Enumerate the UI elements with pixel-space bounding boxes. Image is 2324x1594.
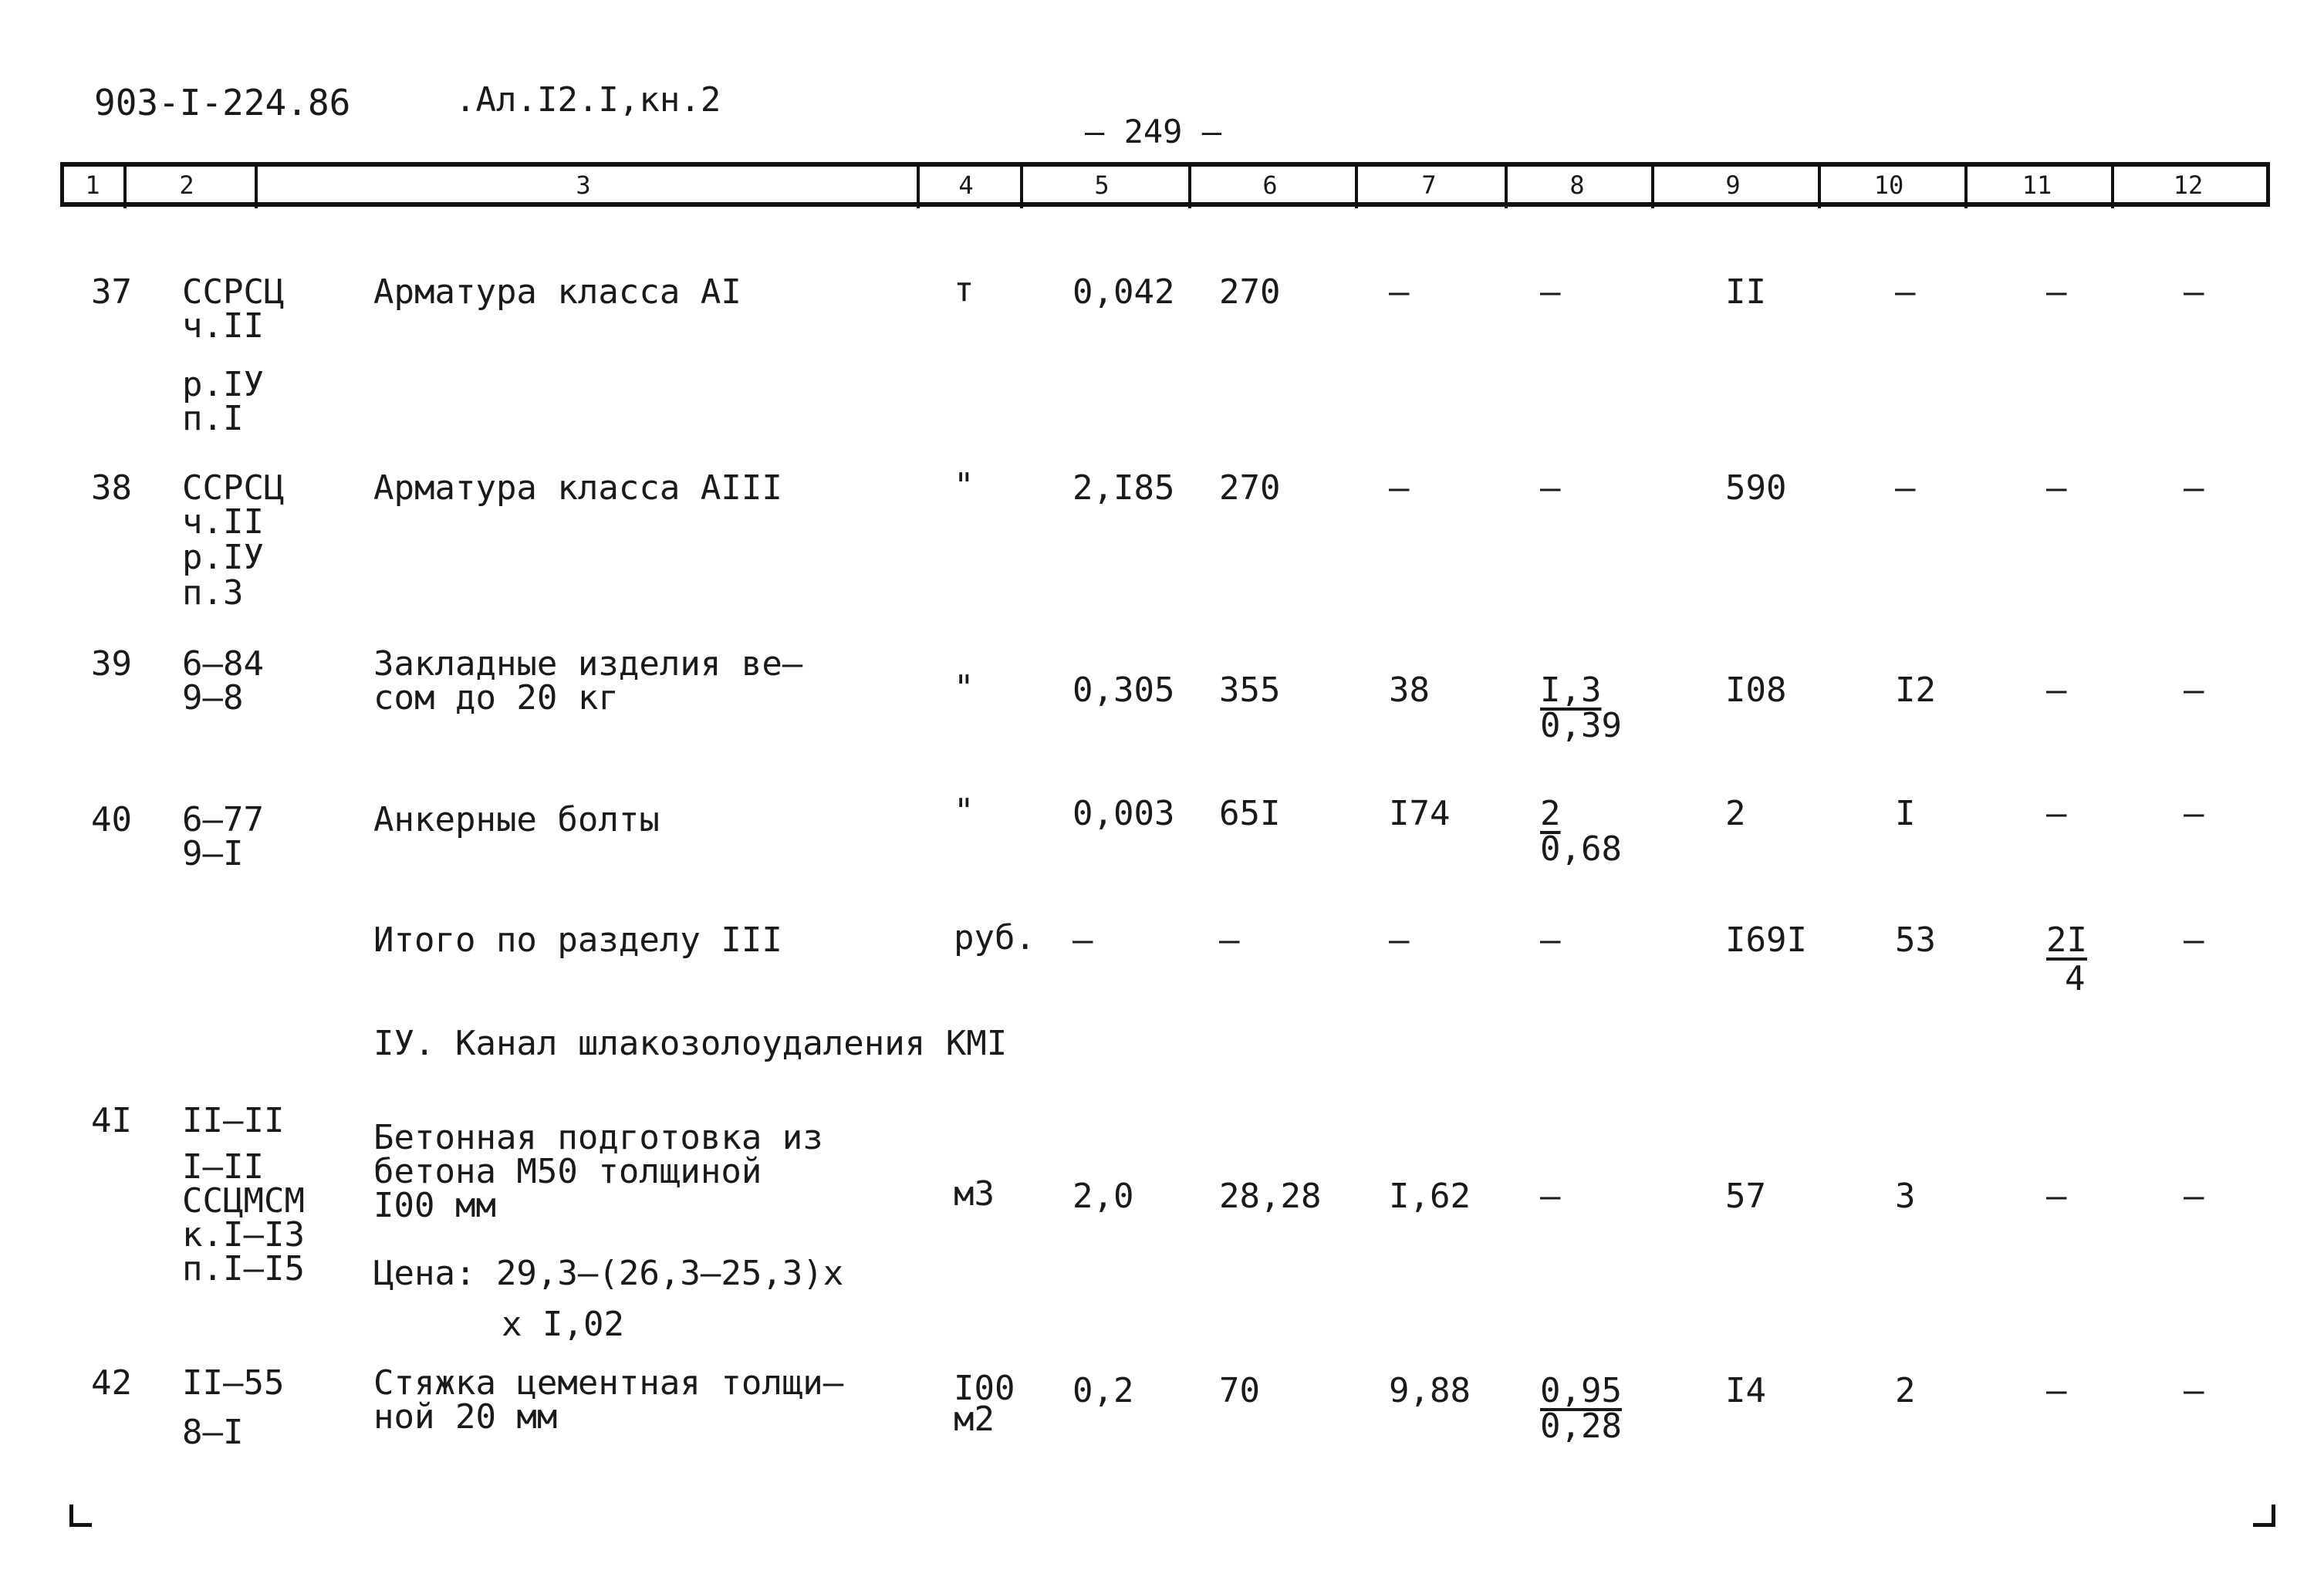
- row-col11-top: –: [2046, 272, 2067, 312]
- column-number: 9: [1725, 171, 1741, 200]
- row-price-line: Цена: 29,3–(26,3–25,3)х: [373, 1254, 844, 1293]
- row-col8-top: 2: [1540, 794, 1561, 833]
- row-code-line: ССРСЦ: [182, 272, 285, 312]
- row-code-line: 6–77: [182, 800, 264, 839]
- row-name-line: Бетонная подготовка из: [373, 1118, 823, 1157]
- row-col11-bottom: 4: [2065, 959, 2086, 998]
- row-code-line: п.3: [182, 573, 244, 613]
- row-name-line: сом до 20 кг: [373, 678, 619, 718]
- row-col9: I08: [1725, 670, 1787, 710]
- row-code-line: ч.II: [182, 502, 264, 542]
- column-number: 6: [1262, 171, 1278, 200]
- row-col6: 355: [1219, 670, 1281, 710]
- row-col7: –: [1389, 468, 1410, 508]
- column-separator: [123, 165, 127, 208]
- row-col6: –: [1219, 920, 1240, 960]
- row-col12: –: [2184, 468, 2204, 508]
- row-col8-bottom: 0,68: [1540, 829, 1622, 869]
- row-name-line: ной 20 мм: [373, 1397, 558, 1437]
- row-col10: –: [1895, 272, 1916, 312]
- column-number: 4: [958, 171, 974, 200]
- row-code-line: II–55: [182, 1363, 285, 1403]
- column-number: 10: [1873, 171, 1904, 200]
- row-col7: I74: [1389, 794, 1451, 833]
- row-col10: –: [1895, 468, 1916, 508]
- row-code-line: р.IУ: [182, 538, 264, 577]
- row-col12: –: [2184, 794, 2204, 833]
- row-name-line: Закладные изделия ве–: [373, 644, 803, 684]
- row-name-line: Арматура класса АIII: [373, 468, 782, 508]
- row-number: 38: [91, 468, 132, 508]
- column-number: 3: [576, 171, 591, 200]
- row-col8-top: –: [1540, 468, 1561, 508]
- row-code-line: 8–I: [182, 1413, 244, 1452]
- row-col8-top: –: [1540, 272, 1561, 312]
- row-col5: 2,0: [1072, 1177, 1134, 1216]
- column-number: 1: [85, 171, 100, 200]
- row-name-line: Арматура класса АI: [373, 272, 741, 312]
- row-col11-top: –: [2046, 468, 2067, 508]
- row-col9: I69I: [1725, 920, 1807, 960]
- column-separator: [255, 165, 258, 208]
- row-col10: 3: [1895, 1177, 1916, 1216]
- column-number: 11: [2022, 171, 2052, 200]
- column-separator: [917, 165, 920, 208]
- row-code-line: п.I–I5: [182, 1249, 305, 1288]
- row-col12: –: [2184, 272, 2204, 312]
- row-code-line: 6–84: [182, 644, 264, 684]
- row-code-line: р.IУ: [182, 365, 264, 404]
- row-code-line: к.I–I3: [182, 1215, 305, 1255]
- row-number: 42: [91, 1363, 132, 1403]
- row-col8-top: 0,95: [1540, 1371, 1622, 1410]
- row-col11-top: –: [2046, 1371, 2067, 1410]
- row-name-line: I00 мм: [373, 1186, 496, 1225]
- row-price-line: х I,02: [502, 1305, 624, 1344]
- page-number: — 249 —: [1085, 113, 1222, 150]
- row-unit: ": [954, 792, 975, 831]
- row-name-line: бетона М50 толщиной: [373, 1152, 762, 1191]
- row-col5: –: [1072, 920, 1093, 960]
- row-unit: ": [954, 668, 975, 708]
- row-col7: –: [1389, 272, 1410, 312]
- row-unit: I00 м2: [954, 1369, 1015, 1439]
- column-number: 12: [2173, 171, 2204, 200]
- row-number: 39: [91, 644, 132, 684]
- row-col5: 2,I85: [1072, 468, 1175, 508]
- row-col12: –: [2184, 670, 2204, 710]
- row-number: 37: [91, 272, 132, 312]
- row-col5: 0,2: [1072, 1371, 1134, 1410]
- row-code-line: ССЦМСМ: [182, 1181, 305, 1221]
- row-col11-top: –: [2046, 1177, 2067, 1216]
- row-code-line: 9–8: [182, 678, 244, 718]
- row-col11-top: –: [2046, 670, 2067, 710]
- row-code-line: I–II: [182, 1147, 264, 1187]
- row-name-line: Анкерные болты: [373, 800, 660, 839]
- row-unit: ": [954, 466, 975, 505]
- row-col12: –: [2184, 920, 2204, 960]
- row-name-line: Стяжка цементная толщи–: [373, 1363, 844, 1403]
- row-col9: I4: [1725, 1371, 1766, 1410]
- row-col8-top: I,3: [1540, 670, 1602, 710]
- row-col10: 53: [1895, 920, 1936, 960]
- row-col8-top: –: [1540, 1177, 1561, 1216]
- row-col9: 2: [1725, 794, 1746, 833]
- row-col6: 28,28: [1219, 1177, 1322, 1216]
- row-col5: 0,305: [1072, 670, 1175, 710]
- row-col12: –: [2184, 1371, 2204, 1410]
- doc-reference: .Ал.I2.I,кн.2: [455, 80, 721, 120]
- corner-mark-left: [69, 1505, 92, 1527]
- column-separator: [2111, 165, 2114, 208]
- column-separator: [1818, 165, 1821, 208]
- row-code-line: ч.II: [182, 306, 264, 346]
- row-col7: 38: [1389, 670, 1430, 710]
- row-col9: II: [1725, 272, 1766, 312]
- column-header-strip: [60, 162, 2270, 207]
- row-col11-top: –: [2046, 794, 2067, 833]
- row-col9: 57: [1725, 1177, 1766, 1216]
- row-code-line: п.I: [182, 399, 244, 438]
- column-separator: [1188, 165, 1191, 208]
- row-col8-bottom: 0,28: [1540, 1407, 1622, 1446]
- column-separator: [1651, 165, 1654, 208]
- row-col6: 70: [1219, 1371, 1260, 1410]
- row-col10: I: [1895, 794, 1916, 833]
- row-col5: 0,003: [1072, 794, 1175, 833]
- row-number: 4I: [91, 1101, 132, 1140]
- row-col12: –: [2184, 1177, 2204, 1216]
- row-col10: 2: [1895, 1371, 1916, 1410]
- row-col5: 0,042: [1072, 272, 1175, 312]
- row-col9: 590: [1725, 468, 1787, 508]
- section-title: IУ. Канал шлакозолоудаления КМI: [373, 1024, 1008, 1063]
- row-col7: –: [1389, 920, 1410, 960]
- column-number: 8: [1569, 171, 1585, 200]
- column-separator: [1355, 165, 1358, 208]
- doc-code: 903-I-224.86: [94, 82, 351, 123]
- column-separator: [1505, 165, 1508, 208]
- row-col11-top: 2I: [2046, 920, 2087, 960]
- row-unit: т: [954, 270, 975, 309]
- row-col6: 270: [1219, 468, 1281, 508]
- row-col8-top: –: [1540, 920, 1561, 960]
- row-code-line: ССРСЦ: [182, 468, 285, 508]
- column-number: 7: [1421, 171, 1437, 200]
- row-col7: 9,88: [1389, 1371, 1471, 1410]
- row-code-line: II–II: [182, 1101, 285, 1140]
- row-col8-bottom: 0,39: [1540, 706, 1622, 745]
- row-unit: руб.: [954, 918, 1035, 957]
- row-col7: I,62: [1389, 1177, 1471, 1216]
- row-col6: 65I: [1219, 794, 1281, 833]
- row-col6: 270: [1219, 272, 1281, 312]
- row-col10: I2: [1895, 670, 1936, 710]
- row-name-line: Итого по разделу III: [373, 920, 782, 960]
- column-number: 2: [179, 171, 194, 200]
- row-unit: м3: [954, 1174, 995, 1214]
- column-separator: [1964, 165, 1968, 208]
- column-number: 5: [1094, 171, 1110, 200]
- row-number: 40: [91, 800, 132, 839]
- corner-mark-right: [2253, 1505, 2275, 1527]
- column-separator: [1020, 165, 1023, 208]
- row-code-line: 9–I: [182, 834, 244, 873]
